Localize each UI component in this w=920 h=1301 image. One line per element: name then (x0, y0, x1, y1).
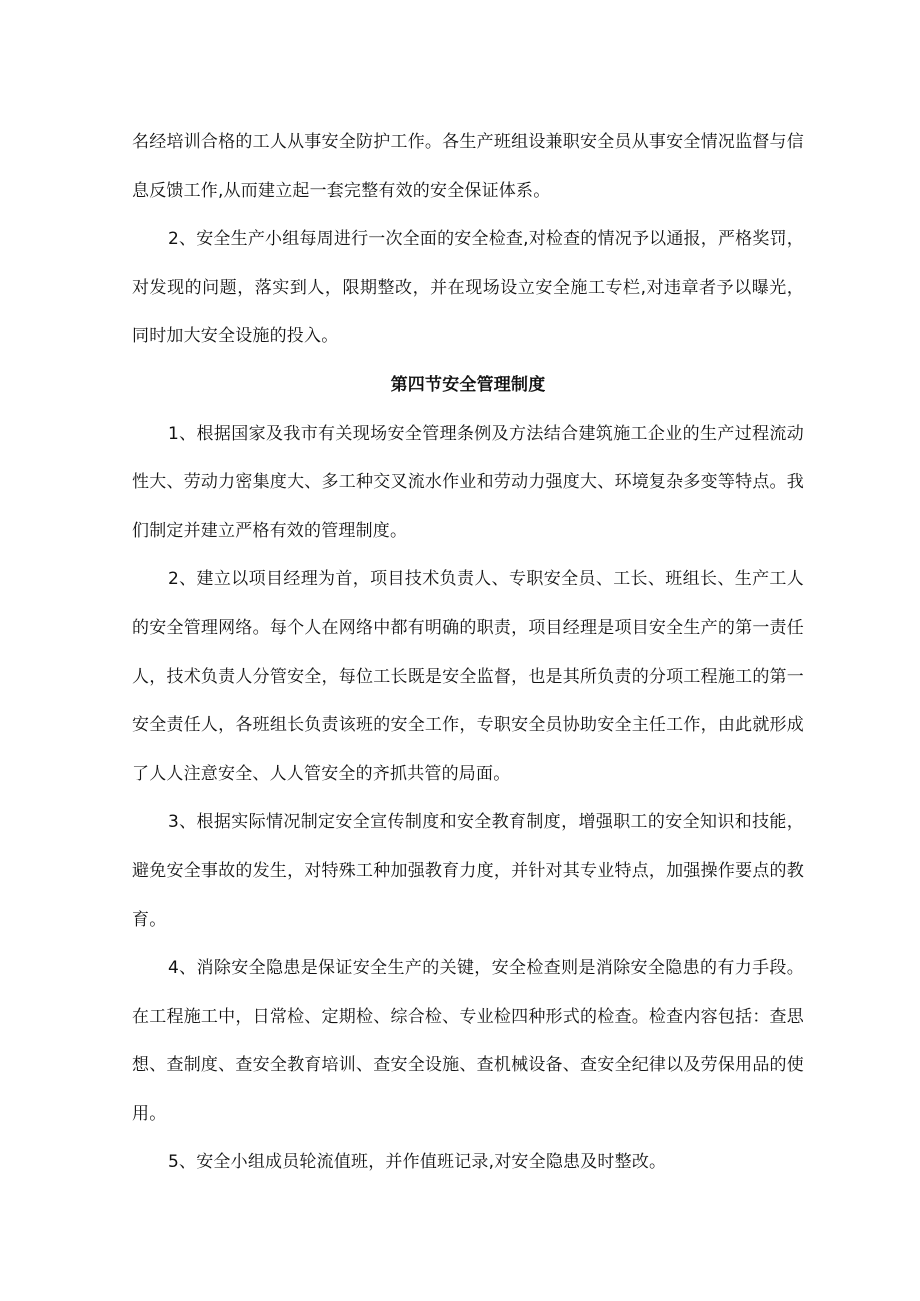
paragraph-item-4-hazard-inspection: 4、消除安全隐患是保证安全生产的关键，安全检查则是消除安全隐患的有力手段。在工程施工中，日常检、定期检、综合检、专业检四种形式的检查。检查内容包括：查思想、查制度、查安全教育培训、查安全设施、查机械设备、查安全纪律以及劳保用品的使用。 (132, 958, 804, 1124)
paragraph-item-1-regulations: 1、根据国家及我市有关现场安全管理条例及方法结合建筑施工企业的生产过程流动性大、劳动力密集度大、多工种交叉流水作业和劳动力强度大、环境复杂多变等特点。我们制定并建立严格有效的管理制度。 (132, 423, 804, 541)
section-title: 第四节安全管理制度 (390, 374, 546, 395)
paragraph-item-5-duty-rotation: 5、安全小组成员轮流值班，并作值班记录,对安全隐患及时整改。 (168, 1152, 667, 1173)
paragraph-item-2-weekly-inspection: 2、安全生产小组每周进行一次全面的安全检查,对检查的情况予以通报，严格奖罚，对发现的问题，落实到人，限期整改，并在现场设立安全施工专栏,对违章者予以曝光，同时加大安全设施的投入。 (132, 229, 804, 347)
paragraph-continuation: 名经培训合格的工人从事安全防护工作。各生产班组设兼职安全员从事安全情况监督与信息反馈工作,从而建立起一套完整有效的安全保证体系。 (132, 132, 804, 201)
document-body (132, 118, 804, 1187)
paragraph-item-2-management-network: 2、建立以项目经理为首，项目技术负责人、专职安全员、工长、班组长、生产工人的安全管理网络。每个人在网络中都有明确的职责，项目经理是项目安全生产的第一责任人，技术负责人分管安全，每位工长既是安全监督，也是其所负责的分项工程施工的第一安全责任人，各班组长负责该班的安全工作，专职安全员协助安全主任工作，由此就形成了人人注意安全、人人管安全的齐抓共管的局面。 (132, 569, 804, 784)
paragraph-item-3-education: 3、根据实际情况制定安全宣传制度和安全教育制度，增强职工的安全知识和技能，避免安全事故的发生，对特殊工种加强教育力度，并针对其专业特点，加强操作要点的教育。 (132, 812, 804, 930)
